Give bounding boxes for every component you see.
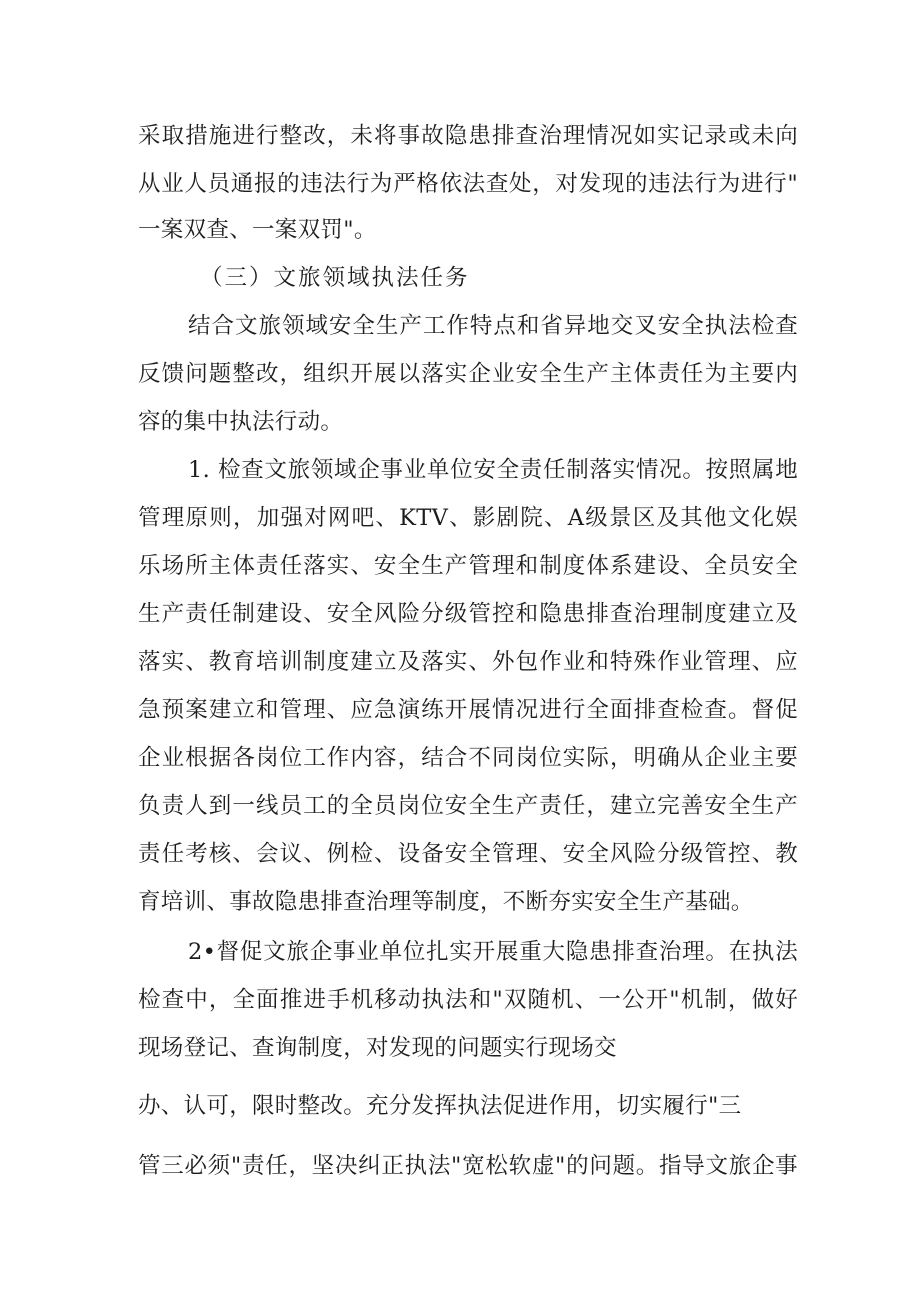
paragraph-line: 2•督促文旅企事业单位扎实开展重大隐患排查治理。在执法 [188,939,798,965]
paragraph-line: 生产责任制建设、安全风险分级管控和隐患排查治理制度建立及 [138,601,798,627]
paragraph-line: 一案双查、一案双罚"。 [138,217,377,243]
paragraph-line: 乐场所主体责任落实、安全生产管理和制度体系建设、全员安全 [138,553,798,579]
paragraph-line: 检查中，全面推进手机移动执法和"双随机、一公开"机制，做好 [138,987,798,1013]
paragraph-line: 管理原则，加强对网吧、KTV、影剧院、A级景区及其他文化娱 [138,505,798,531]
paragraph-line: 责任考核、会议、例检、设备安全管理、安全风险分级管控、教 [138,841,798,867]
paragraph-line: 采取措施进行整改，未将事故隐患排查治理情况如实记录或未向 [138,123,798,149]
paragraph-line: 育培训、事故隐患排查治理等制度，不断夯实安全生产基础。 [138,889,754,915]
paragraph-line: 急预案建立和管理、应急演练开展情况进行全面排查检查。督促 [138,697,798,723]
paragraph-line: 1. 检查文旅领域企事业单位安全责任制落实情况。按照属地 [188,457,798,483]
paragraph-line: 从业人员通报的违法行为严格依法查处，对发现的违法行为进行" [138,171,798,197]
paragraph-line: 反馈问题整改，组织开展以落实企业安全生产主体责任为主要内 [138,361,798,387]
paragraph-line: 负责人到一线员工的全员岗位安全生产责任，建立完善安全生产 [138,793,798,819]
section-heading: （三）文旅领域执法任务 [200,265,470,291]
paragraph-line: 企业根据各岗位工作内容，结合不同岗位实际，明确从企业主要 [138,745,798,771]
paragraph-line: 办、认可，限时整改。充分发挥执法促进作用，切实履行"三 [138,1093,742,1119]
paragraph-line: 落实、教育培训制度建立及落实、外包作业和特殊作业管理、应 [138,649,798,675]
paragraph-line: 现场登记、查询制度，对发现的问题实行现场交 [138,1035,617,1061]
paragraph-line: 容的集中执法行动。 [138,409,344,435]
paragraph-line: 管三必须"责任，坚决纠正执法"宽松软虚"的问题。指导文旅企事 [138,1153,798,1179]
paragraph-line: 结合文旅领域安全生产工作特点和省异地交叉安全执法检查 [188,313,798,339]
